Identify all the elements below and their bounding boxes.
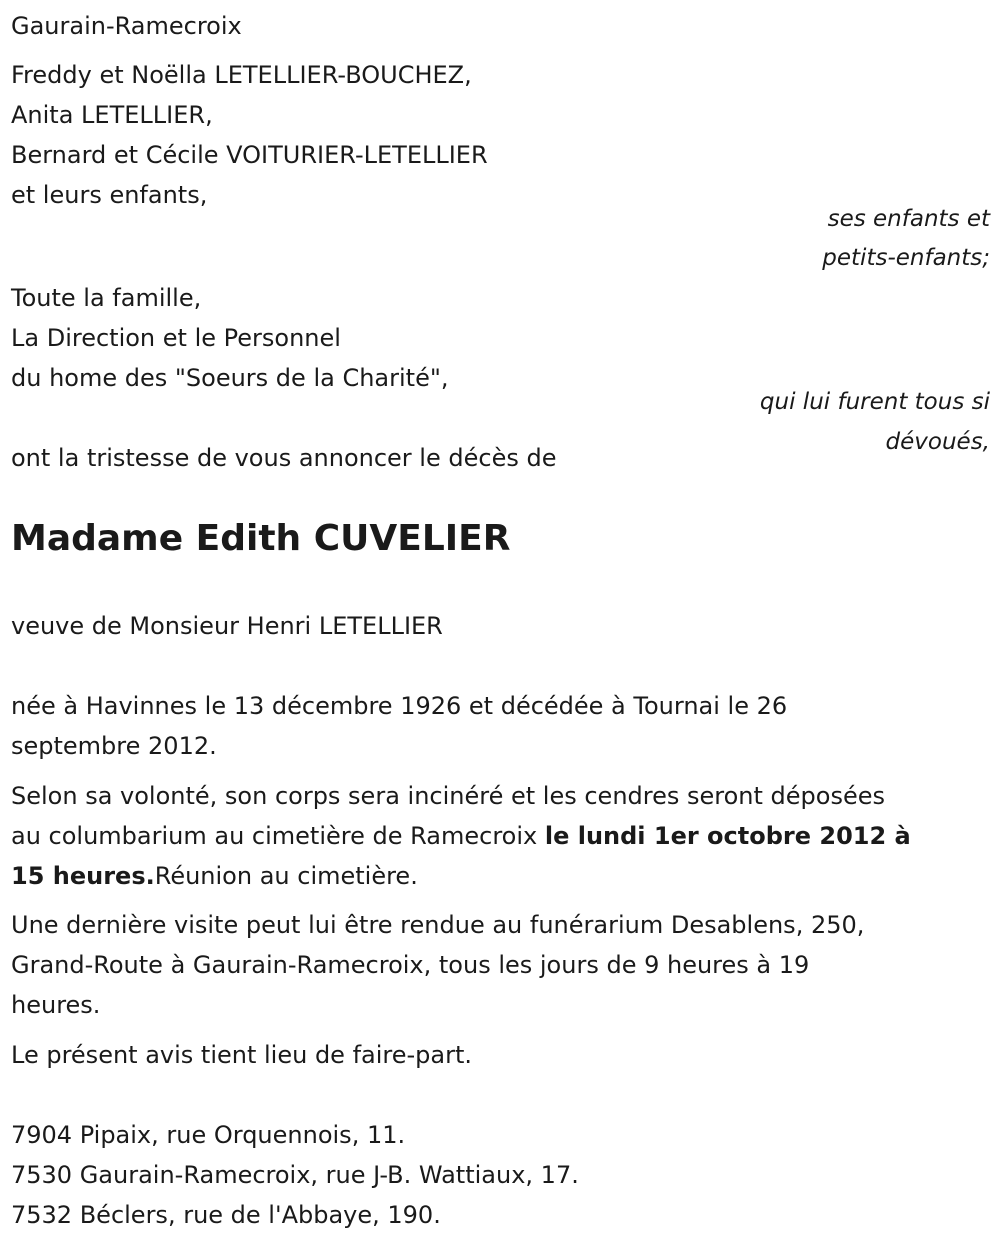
- others-line: Toute la famille,: [11, 284, 202, 312]
- ceremony-meeting: Réunion au cimetière.: [154, 862, 418, 890]
- deceased-name: Madame Edith CUVELIER: [11, 518, 511, 559]
- family-note: petits-enfants;: [822, 245, 990, 271]
- birth-death-line: septembre 2012.: [11, 732, 217, 760]
- birth-death-line: née à Havinnes le 13 décembre 1926 et décédée à Tournai le 26: [11, 692, 788, 720]
- family-line: et leurs enfants,: [11, 181, 208, 209]
- family-note: ses enfants et: [827, 206, 990, 232]
- ceremony-time: 15 heures.: [11, 862, 155, 890]
- widow-of-text: veuve de Monsieur Henri LETELLIER: [11, 612, 443, 640]
- ceremony-place: au columbarium au cimetière de Ramecroix: [11, 822, 545, 850]
- others-note: qui lui furent tous si: [759, 389, 990, 415]
- others-line: du home des "Soeurs de la Charité",: [11, 364, 449, 392]
- address-line: 7532 Béclers, rue de l'Abbaye, 190.: [11, 1201, 441, 1229]
- family-line: Bernard et Cécile VOITURIER-LETELLIER: [11, 141, 488, 169]
- visit-line: heures.: [11, 991, 101, 1019]
- others-note: dévoués,: [885, 429, 990, 455]
- others-line: La Direction et le Personnel: [11, 324, 341, 352]
- family-line: Freddy et Noëlla LETELLIER-BOUCHEZ,: [11, 61, 472, 89]
- ceremony-date: le lundi 1er octobre 2012 à: [544, 822, 911, 850]
- family-line: Anita LETELLIER,: [11, 101, 213, 129]
- address-line: 7530 Gaurain-Ramecroix, rue J-B. Wattiaux, 17.: [11, 1161, 579, 1189]
- address-line: 7904 Pipaix, rue Orquennois, 11.: [11, 1121, 406, 1149]
- visit-line: Une dernière visite peut lui être rendue au funérarium Desablens, 250,: [11, 911, 865, 939]
- notice-text: Le présent avis tient lieu de faire-part.: [11, 1041, 473, 1069]
- ceremony-line: [11, 816, 911, 856]
- announcement-text: ont la tristesse de vous annoncer le décès de: [11, 444, 557, 472]
- location-header: Gaurain-Ramecroix: [11, 12, 242, 40]
- ceremony-line: [11, 856, 418, 896]
- visit-line: Grand-Route à Gaurain-Ramecroix, tous les jours de 9 heures à 19: [11, 951, 810, 979]
- ceremony-line: Selon sa volonté, son corps sera incinéré et les cendres seront déposées: [11, 782, 885, 810]
